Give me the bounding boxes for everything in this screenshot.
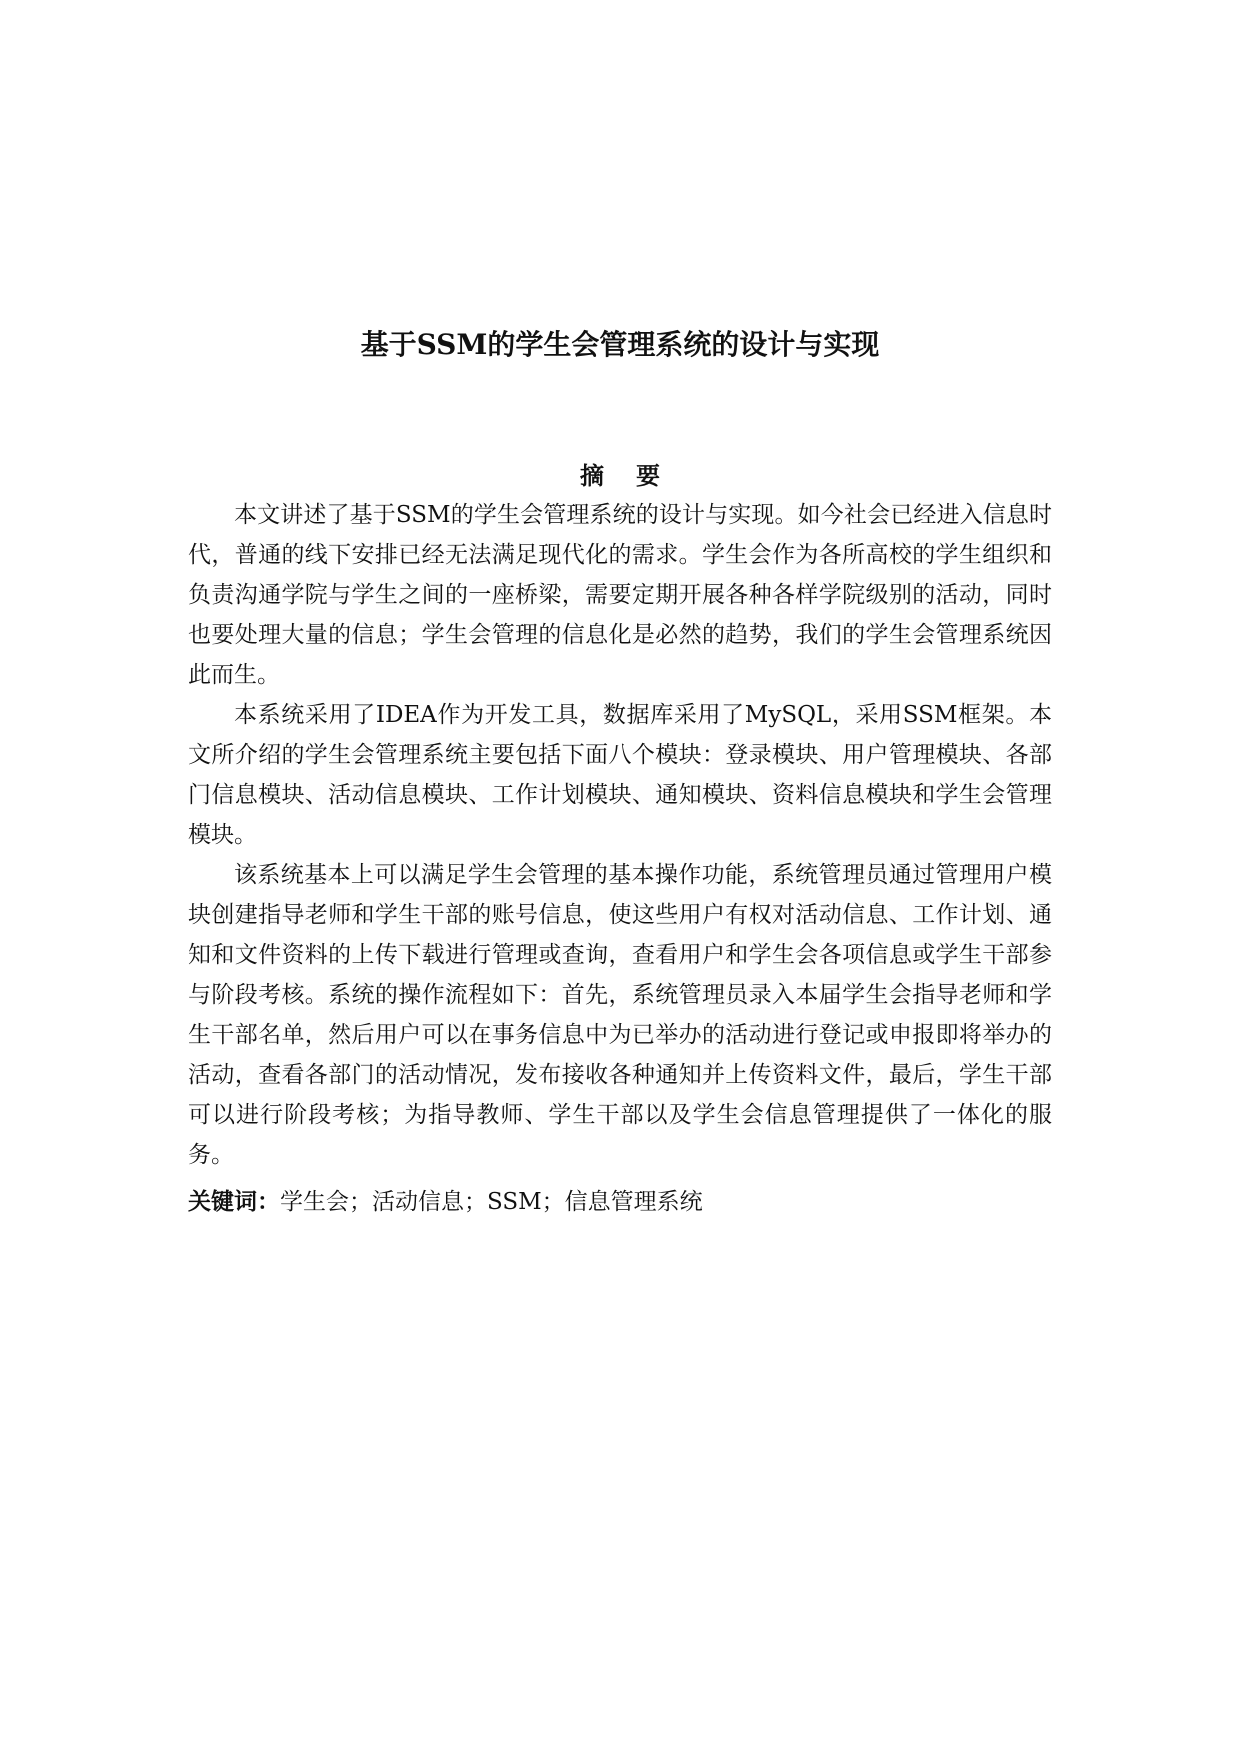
abstract-heading-char-2: 要 — [636, 461, 660, 490]
abstract-paragraph-2: 本系统采用了IDEA作为开发工具，数据库采用了MySQL，采用SSM框架。本文所介绍的学生会管理系统主要包括下面八个模块：登录模块、用户管理模块、各部门信息模块、活动信息模块、工作计划模块、通知模块、资料信息模块和学生会管理模块。 — [188, 702, 1052, 848]
abstract-paragraph-1: 本文讲述了基于SSM的学生会管理系统的设计与实现。如今社会已经进入信息时代，普通的线下安排已经无法满足现代化的需求。学生会作为各所高校的学生组织和负责沟通学院与学生之间的一座桥梁，需要定期开展各种各样学院级别的活动，同时也要处理大量的信息；学生会管理的信息化是必然的趋势，我们的学生会管理系统因此而生。 — [188, 502, 1052, 688]
keywords-line — [188, 1184, 1052, 1220]
abstract-paragraph-3: 该系统基本上可以满足学生会管理的基本操作功能，系统管理员通过管理用户模块创建指导老师和学生干部的账号信息，使这些用户有权对活动信息、工作计划、通知和文件资料的上传下载进行管理或查询，查看用户和学生会各项信息或学生干部参与阶段考核。系统的操作流程如下：首先，系统管理员录入本届学生会指导老师和学生干部名单，然后用户可以在事务信息中为已举办的活动进行登记或申报即将举办的活动，查看各部门的活动情况，发布接收各种通知并上传资料文件，最后，学生干部可以进行阶段考核；为指导教师、学生干部以及学生会信息管理提供了一体化的服务。 — [188, 862, 1052, 1168]
abstract-heading-char-1: 摘 — [580, 461, 604, 490]
keywords-label: 关键词： — [188, 1189, 280, 1215]
abstract-body — [188, 495, 1052, 1175]
keywords-value: 学生会；活动信息；SSM；信息管理系统 — [280, 1189, 703, 1215]
abstract-heading — [0, 458, 1240, 494]
paper-title: 基于SSM的学生会管理系统的设计与实现 — [360, 328, 880, 361]
